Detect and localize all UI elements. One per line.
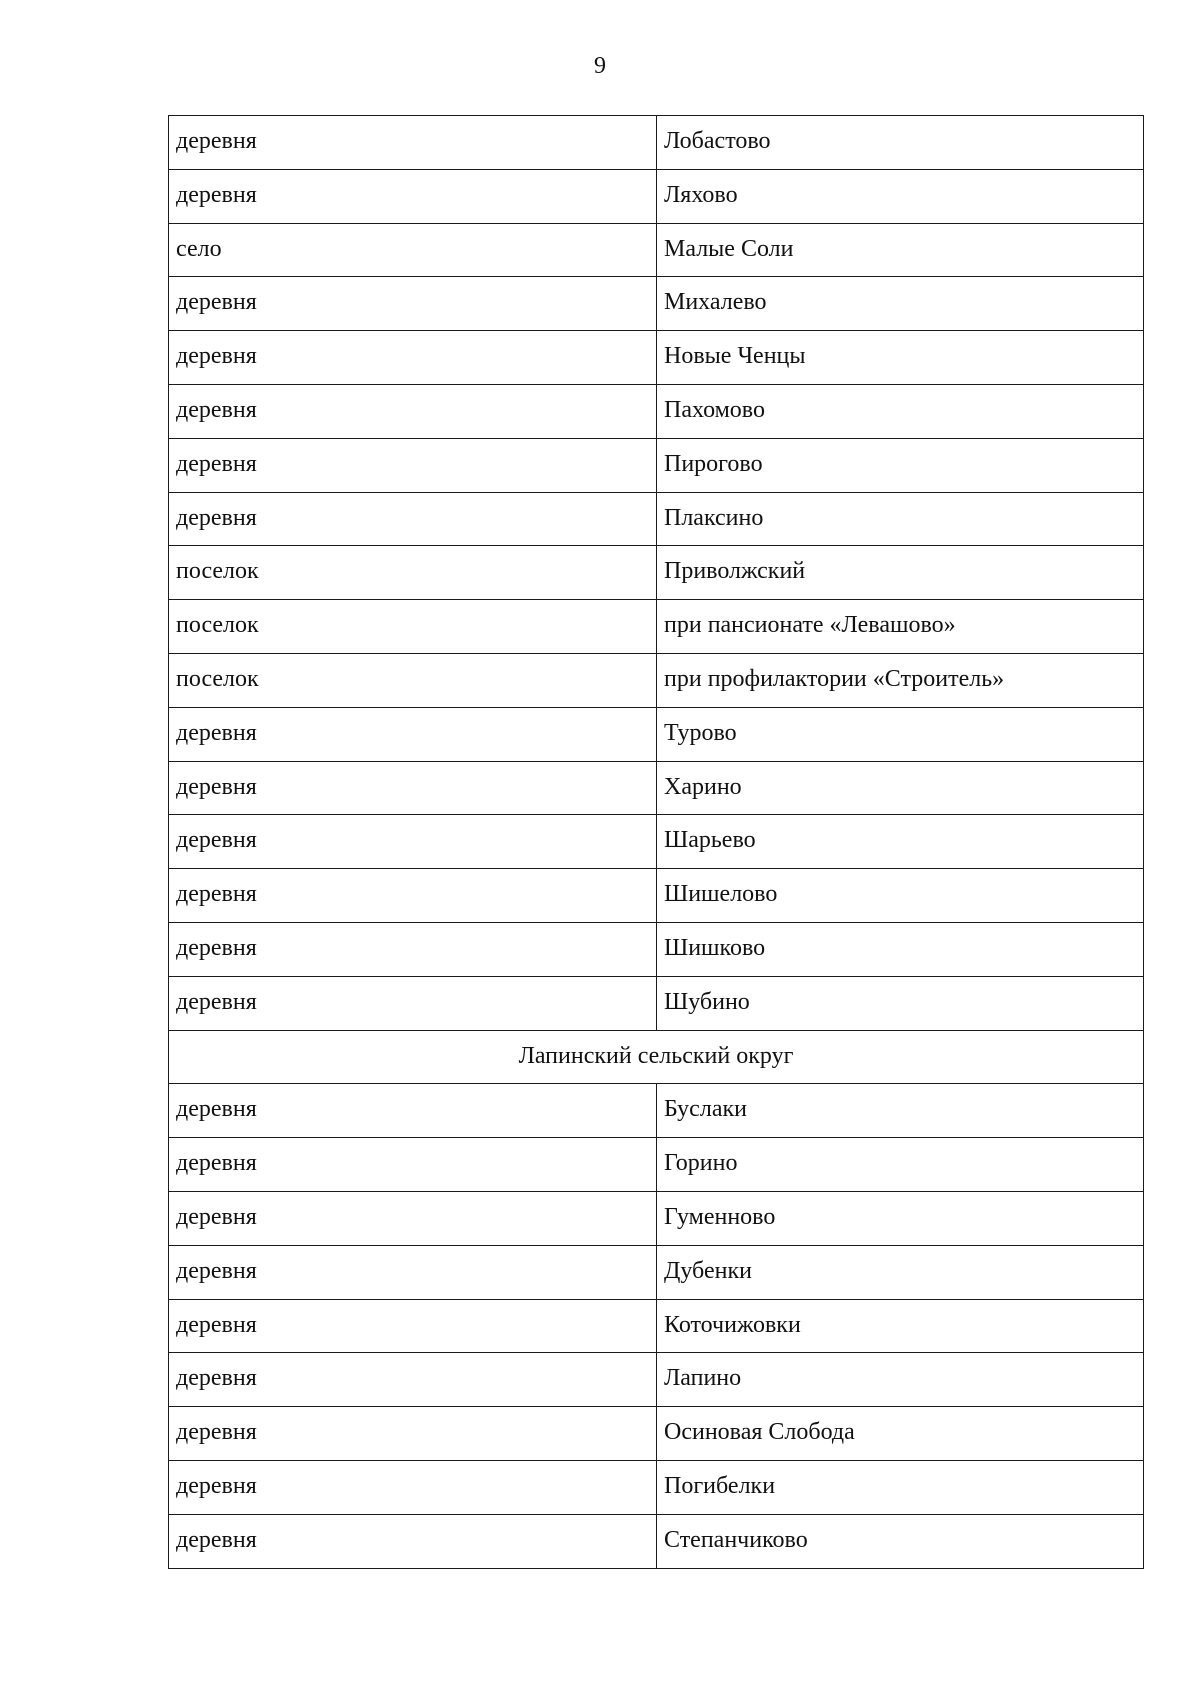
- table-row: [169, 1299, 1144, 1353]
- settlement-type-cell: деревня: [169, 922, 657, 976]
- settlement-name-cell: при пансионате «Левашово»: [657, 600, 1144, 654]
- section-header-row: [169, 1030, 1144, 1084]
- table-row: [169, 761, 1144, 815]
- settlement-type-cell: деревня: [169, 384, 657, 438]
- settlement-type-cell: деревня: [169, 761, 657, 815]
- settlement-name-cell: Харино: [657, 761, 1144, 815]
- settlement-name-cell: Степанчиково: [657, 1514, 1144, 1568]
- table-row: [169, 922, 1144, 976]
- settlement-type-cell: деревня: [169, 976, 657, 1030]
- table-row: [169, 546, 1144, 600]
- section-title: Лапинский сельский округ: [169, 1030, 1144, 1084]
- settlement-type-cell: деревня: [169, 438, 657, 492]
- settlement-type-cell: деревня: [169, 1460, 657, 1514]
- table-row: [169, 1460, 1144, 1514]
- settlement-type-cell: деревня: [169, 1084, 657, 1138]
- table-row: [169, 223, 1144, 277]
- table-row: [169, 1138, 1144, 1192]
- settlement-type-cell: деревня: [169, 331, 657, 385]
- table-row: [169, 1245, 1144, 1299]
- settlement-name-cell: Плаксино: [657, 492, 1144, 546]
- settlement-name-cell: Дубенки: [657, 1245, 1144, 1299]
- table-row: [169, 600, 1144, 654]
- table-row: [169, 438, 1144, 492]
- table-row: [169, 1514, 1144, 1568]
- table-row: [169, 384, 1144, 438]
- page-number: 9: [594, 53, 606, 79]
- settlement-name-cell: Ляхово: [657, 169, 1144, 223]
- settlement-type-cell: село: [169, 223, 657, 277]
- settlement-type-cell: поселок: [169, 600, 657, 654]
- table-row: [169, 707, 1144, 761]
- settlement-type-cell: деревня: [169, 869, 657, 923]
- table-row: [169, 331, 1144, 385]
- settlement-type-cell: деревня: [169, 1245, 657, 1299]
- settlement-name-cell: Шишково: [657, 922, 1144, 976]
- settlement-name-cell: Приволжский: [657, 546, 1144, 600]
- settlement-name-cell: Малые Соли: [657, 223, 1144, 277]
- table-row: [169, 1191, 1144, 1245]
- settlement-type-cell: деревня: [169, 815, 657, 869]
- table-row: [169, 116, 1144, 170]
- table-row: [169, 277, 1144, 331]
- settlement-type-cell: поселок: [169, 546, 657, 600]
- settlement-name-cell: Шишелово: [657, 869, 1144, 923]
- settlement-name-cell: Турово: [657, 707, 1144, 761]
- settlement-name-cell: Горино: [657, 1138, 1144, 1192]
- table-row: [169, 815, 1144, 869]
- settlement-type-cell: деревня: [169, 1191, 657, 1245]
- settlement-type-cell: деревня: [169, 1353, 657, 1407]
- settlement-name-cell: Шубино: [657, 976, 1144, 1030]
- settlement-type-cell: деревня: [169, 707, 657, 761]
- settlement-type-cell: деревня: [169, 492, 657, 546]
- settlement-name-cell: Осиновая Слобода: [657, 1407, 1144, 1461]
- settlement-name-cell: Коточижовки: [657, 1299, 1144, 1353]
- settlement-type-cell: деревня: [169, 1138, 657, 1192]
- settlements-table: [168, 115, 1144, 1569]
- table-row: [169, 869, 1144, 923]
- settlement-name-cell: Михалево: [657, 277, 1144, 331]
- settlement-name-cell: Погибелки: [657, 1460, 1144, 1514]
- settlement-type-cell: деревня: [169, 116, 657, 170]
- table-row: [169, 1084, 1144, 1138]
- table-row: [169, 653, 1144, 707]
- settlement-name-cell: Буслаки: [657, 1084, 1144, 1138]
- settlement-type-cell: деревня: [169, 1299, 657, 1353]
- table-row: [169, 492, 1144, 546]
- settlement-name-cell: Гуменново: [657, 1191, 1144, 1245]
- settlement-name-cell: Лобастово: [657, 116, 1144, 170]
- settlement-name-cell: при профилактории «Строитель»: [657, 653, 1144, 707]
- table-row: [169, 976, 1144, 1030]
- settlement-type-cell: деревня: [169, 277, 657, 331]
- table-row: [169, 1353, 1144, 1407]
- settlement-name-cell: Новые Ченцы: [657, 331, 1144, 385]
- settlement-type-cell: поселок: [169, 653, 657, 707]
- table-row: [169, 1407, 1144, 1461]
- settlement-name-cell: Шарьево: [657, 815, 1144, 869]
- settlement-name-cell: Пахомово: [657, 384, 1144, 438]
- settlement-type-cell: деревня: [169, 169, 657, 223]
- table-row: [169, 169, 1144, 223]
- settlement-name-cell: Пирогово: [657, 438, 1144, 492]
- settlement-name-cell: Лапино: [657, 1353, 1144, 1407]
- settlement-type-cell: деревня: [169, 1514, 657, 1568]
- settlement-type-cell: деревня: [169, 1407, 657, 1461]
